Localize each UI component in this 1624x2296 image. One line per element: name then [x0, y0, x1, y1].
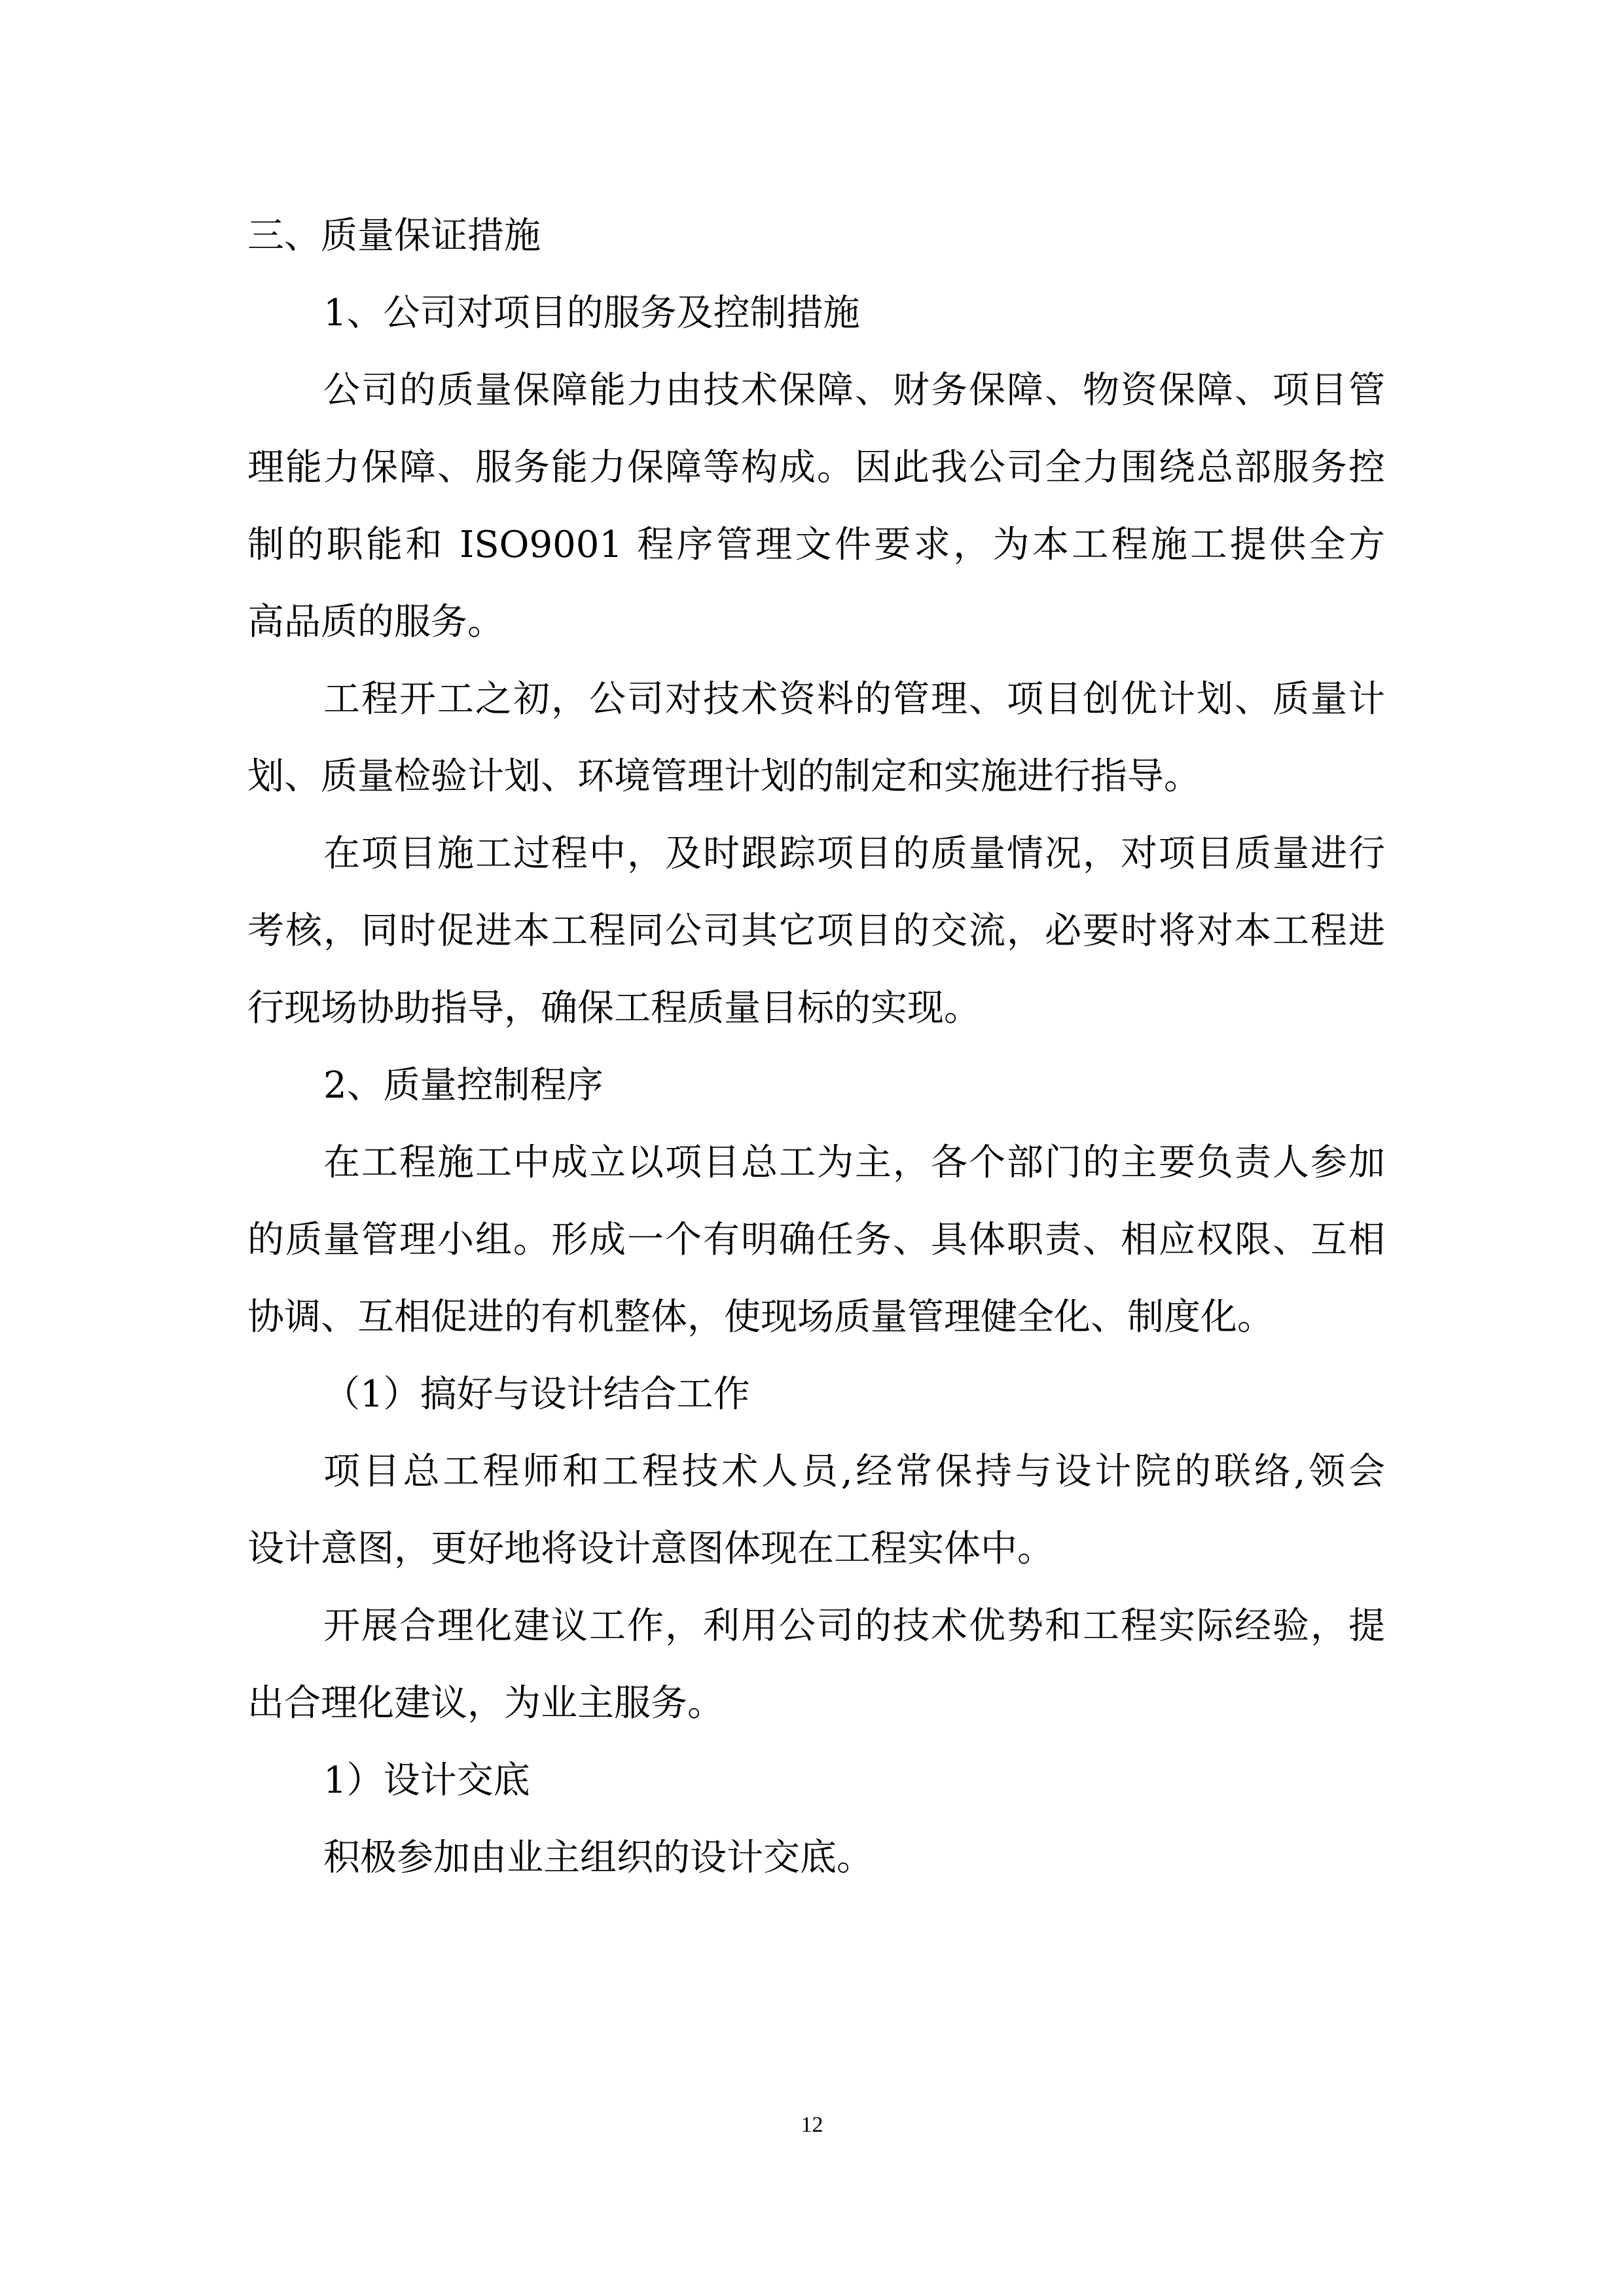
paragraph-line: 设计意图，更好地将设计意图体现在工程实体中。 [247, 1528, 1054, 1570]
paragraph-line: 在项目施工过程中，及时跟踪项目的质量情况，对项目质量进行 [323, 833, 1385, 875]
paragraph-line: 制的职能和 ISO9001 程序管理文件要求，为本工程施工提供全方 [247, 524, 1385, 566]
paragraph-line: 划、质量检验计划、环境管理计划的制定和实施进行指导。 [247, 755, 1200, 798]
subsection-title-1: 1、公司对项目的服务及控制措施 [323, 292, 860, 334]
paragraph-7 [247, 1820, 1385, 1897]
paragraph-2 [247, 661, 1385, 816]
section-heading: 三、质量保证措施 [247, 215, 541, 257]
paragraph-1 [247, 352, 1385, 661]
paragraph-line: 理能力保障、服务能力保障等构成。因此我公司全力围绕总部服务控 [247, 446, 1385, 489]
paragraph-6 [247, 1588, 1385, 1742]
paragraph-line: 积极参加由业主组织的设计交底。 [323, 1837, 873, 1879]
document-body [247, 198, 1385, 1897]
paragraph-line: 在工程施工中成立以项目总工为主，各个部门的主要负责人参加 [323, 1141, 1385, 1184]
paragraph-4 [247, 1124, 1385, 1356]
sub-item-title-1: （1）搞好与设计结合工作 [323, 1373, 750, 1416]
paragraph-line: 开展合理化建议工作，利用公司的技术优势和工程实际经验，提 [323, 1605, 1385, 1647]
paragraph-line: 协调、互相促进的有机整体，使现场质量管理健全化、制度化。 [247, 1296, 1274, 1338]
paragraph-line: 公司的质量保障能力由技术保障、财务保障、物资保障、项目管 [323, 369, 1385, 412]
paragraph-line: 考核，同时促进本工程同公司其它项目的交流，必要时将对本工程进 [247, 910, 1385, 952]
list-item-title-1: 1）设计交底 [323, 1759, 530, 1802]
paragraph-5 [247, 1433, 1385, 1588]
paragraph-line: 行现场协助指导，确保工程质量目标的实现。 [247, 987, 981, 1030]
paragraph-line: 的质量管理小组。形成一个有明确任务、具体职责、相应权限、互相 [247, 1219, 1385, 1261]
subsection-title-2: 2、质量控制程序 [323, 1064, 604, 1107]
paragraph-line: 出合理化建议，为业主服务。 [247, 1682, 724, 1725]
page-number: 12 [801, 2113, 823, 2137]
paragraph-line: 项目总工程师和工程技术人员,经常保持与设计院的联络,领会 [323, 1450, 1385, 1493]
paragraph-line: 高品质的服务。 [247, 601, 504, 643]
paragraph-3 [247, 816, 1385, 1047]
paragraph-line: 工程开工之初，公司对技术资料的管理、项目创优计划、质量计 [323, 678, 1385, 721]
